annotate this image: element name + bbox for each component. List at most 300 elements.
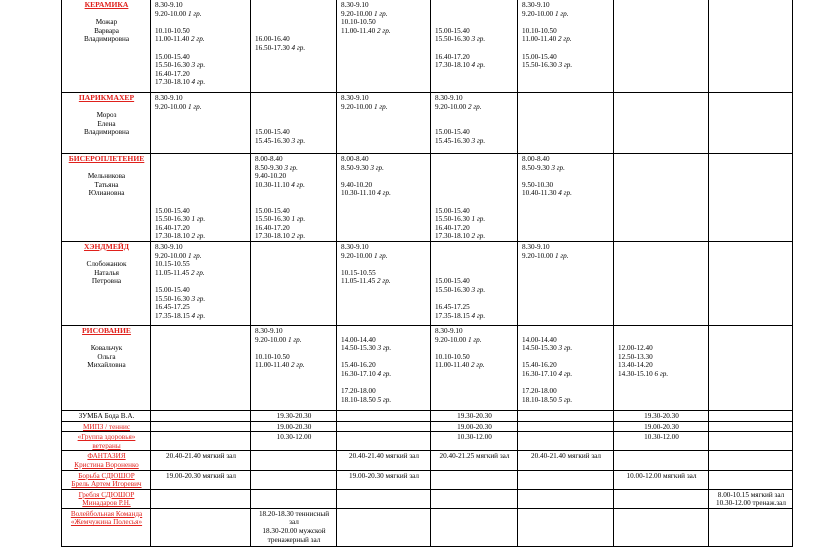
time-slot xyxy=(522,344,610,353)
activity-title: Минадаров Р.Н. xyxy=(82,499,131,508)
time-range: 10.10-10.50 xyxy=(341,18,376,27)
group-label: 4 гр. xyxy=(558,189,572,198)
spacer xyxy=(341,172,427,181)
teacher-name: Наталья xyxy=(94,268,119,277)
activity-cell-day-3 xyxy=(337,410,431,421)
activity-time: 10.30-12.00 xyxy=(276,433,312,442)
time-range: 14.50-15.30 xyxy=(522,344,557,353)
activity-time: 20.40-21.40 мягкий зал xyxy=(349,452,419,461)
activity-row xyxy=(62,508,793,546)
activity-name-cell xyxy=(62,432,151,451)
group-label: 2 гр. xyxy=(558,35,572,44)
time-range: 16.40-17.20 xyxy=(155,69,190,78)
activity-name-cell xyxy=(62,451,151,470)
group-label: 2 гр. xyxy=(291,232,306,241)
activity-cell-day-7 xyxy=(709,470,793,489)
schedule-cell-day-6 xyxy=(614,325,709,410)
spacer xyxy=(435,10,514,19)
activity-cell-day-6 xyxy=(614,432,709,451)
time-slot xyxy=(255,327,333,336)
time-slot xyxy=(618,370,705,379)
spacer xyxy=(435,344,514,353)
time-slot xyxy=(155,70,247,79)
time-slot xyxy=(341,243,427,252)
time-slot xyxy=(522,243,610,252)
time-range: 17.30-18.10 xyxy=(155,232,190,241)
time-range: 12.00-12.40 xyxy=(618,344,653,353)
time-range: 17.30-18.10 xyxy=(255,232,290,241)
time-range: 15.40-16.20 xyxy=(341,361,376,370)
schedule-cell-day-2 xyxy=(251,325,337,410)
time-slot xyxy=(155,78,247,87)
spacer xyxy=(155,164,247,173)
time-slot xyxy=(435,286,514,295)
club-title: КЕРАМИКА xyxy=(84,0,129,9)
spacer xyxy=(618,336,705,345)
time-range: 10.10-10.50 xyxy=(255,352,290,361)
time-slot xyxy=(618,344,705,353)
activity-cell-day-1 xyxy=(151,432,251,451)
group-label: 4 гр. xyxy=(191,78,206,87)
group-label: 4 гр. xyxy=(191,311,206,320)
group-label: 5 гр. xyxy=(377,395,392,404)
spacer xyxy=(522,18,610,27)
spacer xyxy=(435,189,514,198)
time-slot xyxy=(435,35,514,44)
schedule-cell-day-5 xyxy=(518,325,614,410)
schedule-cell-day-5 xyxy=(518,0,614,93)
activity-time: 19.00-20.30 мягкий зал xyxy=(166,471,236,480)
time-slot xyxy=(341,396,427,405)
time-range: 11.00-11.40 xyxy=(255,361,290,370)
time-range: 16.40-17.20 xyxy=(435,52,470,61)
activity-cell-day-3 xyxy=(337,470,431,489)
time-slot xyxy=(435,327,514,336)
spacer xyxy=(435,44,514,53)
activity-name-cell xyxy=(62,489,151,508)
activity-title: Волейбольная Команда xyxy=(70,509,143,518)
group-label: 3 гр. xyxy=(370,163,384,172)
spacer xyxy=(66,336,147,345)
spacer xyxy=(255,198,333,207)
time-range: 10.40-11.30 xyxy=(522,189,557,198)
spacer xyxy=(255,103,333,112)
time-slot xyxy=(155,303,247,312)
activity-time: 19.00-20.30 мягкий зал xyxy=(349,471,419,480)
time-range: 8.00-8.40 xyxy=(255,155,283,163)
group-label: 1 гр. xyxy=(187,9,202,18)
time-range: 11.00-11.40 xyxy=(155,35,190,44)
time-range: 16.50-17.30 xyxy=(255,43,290,52)
time-range: 15.45-16.30 xyxy=(255,136,290,145)
time-range: 10.10-10.50 xyxy=(155,26,190,35)
time-slot xyxy=(155,61,247,70)
teacher-name: Петровна xyxy=(91,277,122,286)
group-label: 4 гр. xyxy=(291,180,305,189)
spacer xyxy=(155,181,247,190)
time-range: 15.00-15.40 xyxy=(155,206,190,215)
activity-cell-day-5 xyxy=(518,421,614,432)
activity-cell-day-7 xyxy=(709,410,793,421)
time-range: 17.20-18.00 xyxy=(341,387,376,396)
spacer xyxy=(435,269,514,278)
spacer xyxy=(435,243,514,252)
schedule-cell-day-4 xyxy=(431,154,518,242)
schedule-cell-day-2 xyxy=(251,0,337,93)
time-slot xyxy=(341,181,427,190)
schedule-cell-day-4 xyxy=(431,0,518,93)
spacer xyxy=(435,172,514,181)
time-slot xyxy=(435,137,514,146)
time-slot xyxy=(155,232,247,241)
teacher-name: Елена xyxy=(97,119,116,128)
time-range: 15.50-16.30 xyxy=(435,215,470,224)
club-name-cell xyxy=(62,325,151,410)
spacer xyxy=(66,252,147,261)
activity-cell-day-4 xyxy=(431,508,518,546)
activity-title: ФАНТАЗИЯ xyxy=(87,452,126,461)
activity-cell-day-3 xyxy=(337,508,431,546)
activity-cell-day-2 xyxy=(251,470,337,489)
activity-row xyxy=(62,421,793,432)
activity-cell-day-1 xyxy=(151,421,251,432)
time-range: 8.30-9.10 xyxy=(155,242,183,251)
activity-time: 19.30-20.30 xyxy=(644,411,679,420)
schedule-cell-day-7 xyxy=(709,154,793,242)
activity-time: 10.30-12.00 xyxy=(644,433,679,442)
time-slot xyxy=(341,10,427,19)
activity-cell-day-7 xyxy=(709,421,793,432)
spacer xyxy=(155,277,247,286)
activity-title: «Группа здоровья» xyxy=(77,433,136,442)
spacer xyxy=(155,44,247,53)
time-slot xyxy=(522,53,610,62)
time-slot xyxy=(522,370,610,379)
time-range: 9.20-10.00 xyxy=(155,102,187,111)
spacer xyxy=(435,260,514,269)
club-row xyxy=(62,241,793,325)
time-range: 15.50-16.30 xyxy=(435,285,470,294)
time-slot xyxy=(341,103,427,112)
time-slot xyxy=(155,269,247,278)
schedule-table xyxy=(61,0,793,547)
time-range: 15.45-16.30 xyxy=(435,136,470,145)
activity-cell-day-1 xyxy=(151,451,251,470)
activity-cell-day-5 xyxy=(518,410,614,421)
time-range: 15.50-16.30 xyxy=(435,35,470,44)
time-range: 17.30-18.10 xyxy=(155,78,190,87)
spacer xyxy=(155,198,247,207)
activity-cell-day-2 xyxy=(251,489,337,508)
activity-time: 20.40-21.25 мягкий зал xyxy=(439,452,510,461)
spacer xyxy=(618,327,705,336)
activity-title: ЗУМБА Бода В.А. xyxy=(78,411,135,420)
time-slot xyxy=(435,103,514,112)
club-row xyxy=(62,154,793,242)
activity-cell-day-7 xyxy=(709,432,793,451)
activity-time: 19.30-20.30 xyxy=(276,411,312,420)
time-range: 16.45-17.25 xyxy=(435,303,470,312)
activity-title: МИПЗ / теннис xyxy=(82,422,131,431)
activity-title: Брель Артем Игоревич xyxy=(71,480,142,489)
activity-time: 8.00-10.15 мягкий зал xyxy=(717,490,785,499)
time-slot xyxy=(255,336,333,345)
schedule-cell-day-7 xyxy=(709,0,793,93)
schedule-cell-day-5 xyxy=(518,241,614,325)
teacher-name: Владимировна xyxy=(83,35,130,44)
time-range: 9.20-10.00 xyxy=(341,251,373,260)
time-slot xyxy=(522,361,610,370)
teacher-name: Владимировна xyxy=(83,128,130,137)
activity-cell-day-4 xyxy=(431,410,518,421)
time-range: 9.40-10.20 xyxy=(255,172,287,181)
spacer xyxy=(522,327,610,336)
group-label: 3 гр. xyxy=(471,35,486,44)
time-range: 11.05-11.45 xyxy=(155,268,190,277)
group-label: 1 гр. xyxy=(554,9,569,18)
teacher-name: Юлиановна xyxy=(88,189,125,198)
activity-time: 10.00-12.00 мягкий зал xyxy=(626,471,697,480)
time-slot xyxy=(255,155,333,164)
time-slot xyxy=(341,387,427,396)
time-slot xyxy=(255,35,333,44)
group-label: 2 гр. xyxy=(377,26,391,35)
activity-cell-day-4 xyxy=(431,421,518,432)
group-label: 1 гр. xyxy=(471,215,486,224)
time-range: 11.00-11.40 xyxy=(435,361,470,370)
spacer xyxy=(341,327,427,336)
activity-cell-day-2 xyxy=(251,410,337,421)
group-label: 1 гр. xyxy=(191,215,206,224)
group-label: 2 гр. xyxy=(191,232,206,241)
spacer xyxy=(435,155,514,164)
activity-time: 19.00-20.30 xyxy=(457,422,492,431)
time-range: 15.40-16.20 xyxy=(522,361,557,370)
schedule-cell-day-4 xyxy=(431,325,518,410)
time-range: 15.50-16.30 xyxy=(155,294,190,303)
time-range: 8.50-9.30 xyxy=(341,163,369,172)
time-range: 15.00-15.40 xyxy=(435,128,470,137)
time-slot xyxy=(435,336,514,345)
time-range: 15.00-15.40 xyxy=(155,52,190,61)
time-slot xyxy=(255,361,333,370)
time-slot xyxy=(618,353,705,362)
time-slot xyxy=(255,164,333,173)
group-label: 2 гр. xyxy=(191,35,205,44)
time-slot xyxy=(155,252,247,261)
activity-cell-day-3 xyxy=(337,451,431,470)
time-range: 11.00-11.40 xyxy=(341,26,376,35)
group-label: 3 гр. xyxy=(191,61,206,70)
schedule-cell-day-5 xyxy=(518,93,614,154)
time-slot xyxy=(155,215,247,224)
schedule-cell-day-7 xyxy=(709,241,793,325)
time-range: 10.30-11.10 xyxy=(255,180,290,189)
time-slot xyxy=(155,224,247,233)
time-slot xyxy=(435,94,514,103)
activity-cell-day-7 xyxy=(709,489,793,508)
time-slot xyxy=(155,295,247,304)
activity-cell-day-1 xyxy=(151,470,251,489)
time-range: 15.00-15.40 xyxy=(255,128,290,137)
time-range: 8.00-8.40 xyxy=(341,155,369,163)
spacer xyxy=(522,172,610,181)
spacer xyxy=(435,252,514,261)
time-range: 15.50-16.30 xyxy=(155,215,190,224)
spacer xyxy=(341,353,427,362)
activity-name-cell xyxy=(62,508,151,546)
time-slot xyxy=(341,27,427,36)
time-slot xyxy=(155,1,247,10)
time-slot xyxy=(522,35,610,44)
time-range: 16.40-17.20 xyxy=(155,223,190,232)
activity-cell-day-5 xyxy=(518,451,614,470)
group-label: 3 гр. xyxy=(284,163,298,172)
time-slot xyxy=(341,155,427,164)
group-label: 1 гр. xyxy=(467,335,482,344)
group-label: 1 гр. xyxy=(554,251,569,260)
activity-cell-day-5 xyxy=(518,508,614,546)
group-label: 4 гр. xyxy=(471,61,486,70)
time-range: 8.30-9.10 xyxy=(341,94,369,102)
time-slot xyxy=(155,103,247,112)
spacer xyxy=(255,10,333,19)
spacer xyxy=(255,344,333,353)
activity-cell-day-2 xyxy=(251,451,337,470)
time-slot xyxy=(155,94,247,103)
time-slot xyxy=(435,232,514,241)
time-range: 9.20-10.00 xyxy=(435,335,467,344)
time-range: 8.30-9.10 xyxy=(341,1,369,9)
time-range: 9.40-10.20 xyxy=(341,180,373,189)
schedule-cell-day-1 xyxy=(151,93,251,154)
spacer xyxy=(255,94,333,103)
activity-cell-day-4 xyxy=(431,432,518,451)
activity-cell-day-1 xyxy=(151,489,251,508)
time-range: 17.20-18.00 xyxy=(522,387,557,396)
time-slot xyxy=(435,277,514,286)
group-label: 2 гр. xyxy=(377,277,391,286)
time-slot xyxy=(522,336,610,345)
time-slot xyxy=(255,207,333,216)
time-slot xyxy=(522,164,610,173)
time-slot xyxy=(341,252,427,261)
time-slot xyxy=(435,312,514,321)
spacer xyxy=(341,379,427,388)
spacer xyxy=(435,198,514,207)
group-label: 1 гр. xyxy=(373,9,388,18)
spacer xyxy=(522,44,610,53)
schedule-cell-day-3 xyxy=(337,241,431,325)
teacher-name: Варвара xyxy=(94,26,119,35)
time-slot xyxy=(341,344,427,353)
activity-row xyxy=(62,451,793,470)
activity-cell-day-1 xyxy=(151,508,251,546)
activity-cell-day-1 xyxy=(151,410,251,421)
activity-cell-day-3 xyxy=(337,421,431,432)
activity-title: Кристина Вороненко xyxy=(74,460,139,469)
group-label: 1 гр. xyxy=(291,215,306,224)
time-slot xyxy=(435,303,514,312)
club-row xyxy=(62,325,793,410)
schedule-cell-day-2 xyxy=(251,241,337,325)
activity-title: ветераны xyxy=(92,441,121,450)
group-label: 3 гр. xyxy=(291,136,306,145)
time-slot xyxy=(341,361,427,370)
activity-row xyxy=(62,470,793,489)
activity-cell-day-6 xyxy=(614,421,709,432)
schedule-cell-day-6 xyxy=(614,93,709,154)
time-slot xyxy=(522,61,610,70)
spacer xyxy=(255,27,333,36)
time-range: 8.30-9.10 xyxy=(155,1,183,9)
group-label: 3 гр. xyxy=(551,163,565,172)
group-label: 1 гр. xyxy=(373,102,388,111)
time-range: 15.50-16.30 xyxy=(155,61,190,70)
activity-time: 18.20-18.30 теннисный зал xyxy=(258,509,330,527)
group-label: 3 гр. xyxy=(377,344,392,353)
schedule-cell-day-7 xyxy=(709,325,793,410)
time-slot xyxy=(435,215,514,224)
time-slot xyxy=(522,189,610,198)
time-slot xyxy=(255,215,333,224)
activity-cell-day-5 xyxy=(518,489,614,508)
activity-cell-day-4 xyxy=(431,489,518,508)
schedule-cell-day-1 xyxy=(151,325,251,410)
time-range: 14.50-15.30 xyxy=(341,344,376,353)
time-range: 8.30-9.10 xyxy=(341,242,369,251)
time-slot xyxy=(255,232,333,241)
spacer xyxy=(255,120,333,129)
club-title: ХЭНДМЕЙД xyxy=(83,241,130,251)
time-range: 8.30-9.10 xyxy=(155,94,183,102)
time-slot xyxy=(435,128,514,137)
time-range: 8.00-8.40 xyxy=(522,155,550,163)
time-range: 13.40-14.20 xyxy=(618,361,653,370)
spacer xyxy=(255,18,333,27)
time-slot xyxy=(341,277,427,286)
time-range: 11.00-11.40 xyxy=(522,35,557,44)
time-slot xyxy=(522,27,610,36)
time-range: 10.15-10.55 xyxy=(341,268,376,277)
group-label: 2 гр. xyxy=(191,268,205,277)
time-range: 17.35-18.15 xyxy=(435,311,470,320)
activity-time: 10.30-12.00 тренаж.зал xyxy=(715,499,787,508)
group-label: 2 гр. xyxy=(467,102,482,111)
time-slot xyxy=(341,94,427,103)
time-range: 11.05-11.45 xyxy=(341,277,376,286)
time-slot xyxy=(522,181,610,190)
time-slot xyxy=(155,27,247,36)
time-slot xyxy=(155,53,247,62)
time-slot xyxy=(341,370,427,379)
group-label: 1 гр. xyxy=(373,251,388,260)
time-slot xyxy=(255,224,333,233)
activity-row xyxy=(62,489,793,508)
time-range: 8.30-9.10 xyxy=(522,1,550,9)
group-label: 2 гр. xyxy=(291,361,305,370)
time-range: 16.45-17.25 xyxy=(155,303,190,312)
club-row xyxy=(62,0,793,93)
schedule-cell-day-3 xyxy=(337,325,431,410)
schedule-cell-day-1 xyxy=(151,241,251,325)
activity-cell-day-6 xyxy=(614,410,709,421)
time-range: 15.00-15.40 xyxy=(522,52,557,61)
spacer xyxy=(66,103,147,112)
group-label: 3 гр. xyxy=(471,136,486,145)
club-name-cell xyxy=(62,0,151,93)
schedule-cell-day-3 xyxy=(337,93,431,154)
